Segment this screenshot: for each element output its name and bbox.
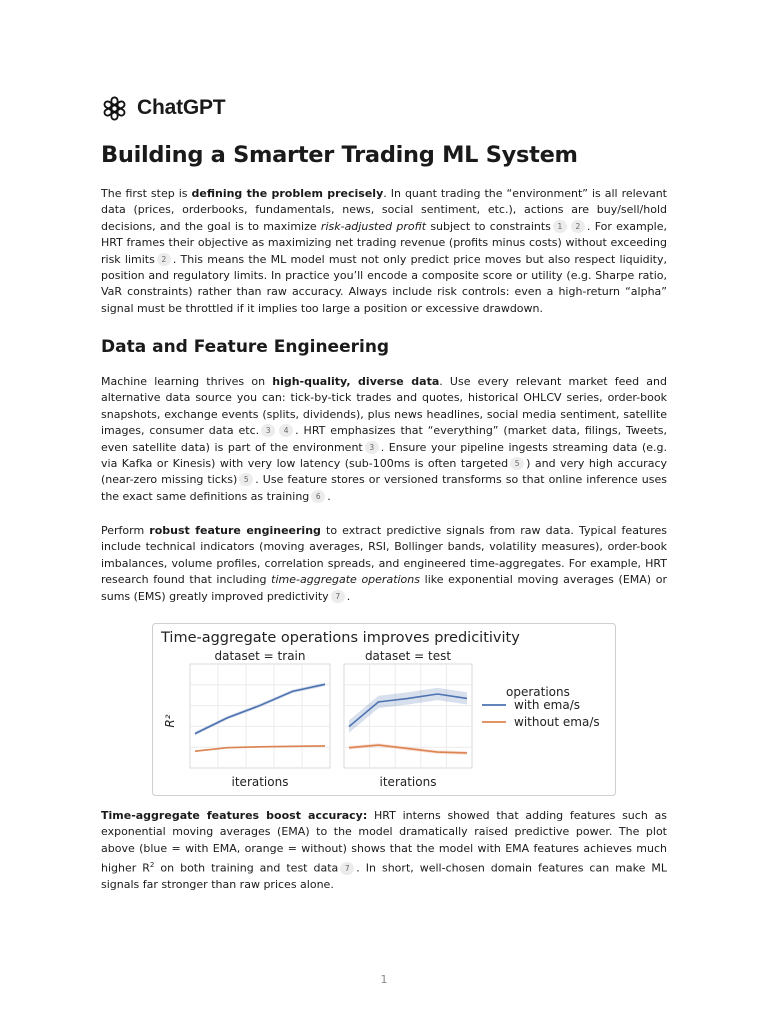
citation-badge[interactable]: 2 [571, 220, 585, 233]
citation-badge[interactable]: 3 [365, 441, 379, 454]
legend-title: operations [506, 685, 570, 699]
brand-header [101, 94, 225, 122]
citation-badge[interactable]: 5 [510, 457, 524, 470]
feature-paragraph: Perform robust feature engineering to extract predictive signals from raw data. Typical features include technical indicators (moving averages, RSI, Bollinger bands, volatility measures), order-book imbalances, volume profiles, correlation spreads, and engineered time-aggregates. For example, HRT research found that including time-aggregate operations like exponential moving averages (EMA) or sums (EMS) greatly improved predictivity 7 . [101, 524, 667, 603]
intro-paragraph: The first step is defining the problem precisely. In quant trading the “environment” is all relevant data (prices, orderbooks, fundamentals, news, social sentiment, etc.), actions are buy/sell/hold decisions, and the goal is to maximize risk-adjusted profit subject to constraints 1 2 . For example, HRT frames their objective as maximizing net trading revenue (profits minus costs) without exceeding risk limits 2 . This means the ML model must not only predict price moves but also respect liquidity, position and regulatory limits. In practice you’ll encode a composite score or utility (e.g. Sharpe ratio, VaR constraints) rather than raw accuracy. Always include risk controls: even a high-return “alpha” signal must be throttled if it implies too large a position or excessive drawdown. [101, 187, 667, 315]
citation-badge[interactable]: 7 [331, 590, 345, 603]
y-axis-label: R² [163, 714, 177, 728]
chart-svg [152, 623, 616, 796]
panel-title: dataset = train [214, 649, 306, 663]
legend-entry: without ema/s [514, 715, 600, 729]
section-heading-data: Data and Feature Engineering [101, 337, 390, 357]
citation-badge[interactable]: 5 [239, 473, 253, 486]
page-title: Building a Smarter Trading ML System [101, 142, 578, 168]
figure-caption: Time-aggregate features boost accuracy: HRT interns showed that adding features such as exponential moving averages (EMA) to the model dramatically raised predictive power. The plot above (blue = with EMA, orange = without) shows that the model with EMA features achieves much higher $R^2$ on both training and test data 7 . In short, well-chosen domain features can make ML signals far stronger than raw prices alone. [101, 809, 668, 892]
chart-panel-1 [190, 649, 330, 789]
legend-entry: with ema/s [514, 698, 580, 712]
page-number: 1 [380, 973, 388, 986]
citation-badge[interactable]: 3 [261, 424, 275, 437]
citation-badge[interactable]: 1 [553, 220, 567, 233]
citation-badge[interactable]: 4 [279, 424, 293, 437]
brand-name: ChatGPT [137, 96, 226, 119]
chart-panel-2 [344, 649, 472, 789]
openai-logo-icon [101, 95, 128, 122]
citation-badge[interactable]: 2 [157, 253, 171, 266]
citation-badge[interactable]: 6 [311, 490, 325, 503]
predictivity-chart [152, 623, 616, 796]
panel-title: dataset = test [364, 649, 452, 663]
chart-title: Time-aggregate operations improves predicitivity [161, 630, 520, 646]
x-axis-label: iterations [379, 775, 437, 789]
x-axis-label: iterations [231, 775, 289, 789]
citation-badge[interactable]: 7 [340, 862, 354, 875]
data-paragraph: Machine learning thrives on high-quality, diverse data. Use every relevant market feed and alternative data source you can: tick-by-tick trades and quotes, historical OHLCV series, order-book snapshots, exchange events (splits, dividends), plus news headlines, social media sentiment, satellite images, consumer data etc. 3 4 . HRT emphasizes that “everything” (market data, filings, Tweets, even satellite data) is part of the environment 3 . Ensure your pipeline ingests streaming data (e.g. via Kafka or Kinesis) with very low latency (sub-100ms is often targeted 5 ) and very high accuracy (near-zero missing ticks) 5 . Use feature stores or versioned transforms so that online inference uses the exact same definitions as training 6 . [101, 375, 667, 503]
panel-frame [190, 664, 330, 768]
